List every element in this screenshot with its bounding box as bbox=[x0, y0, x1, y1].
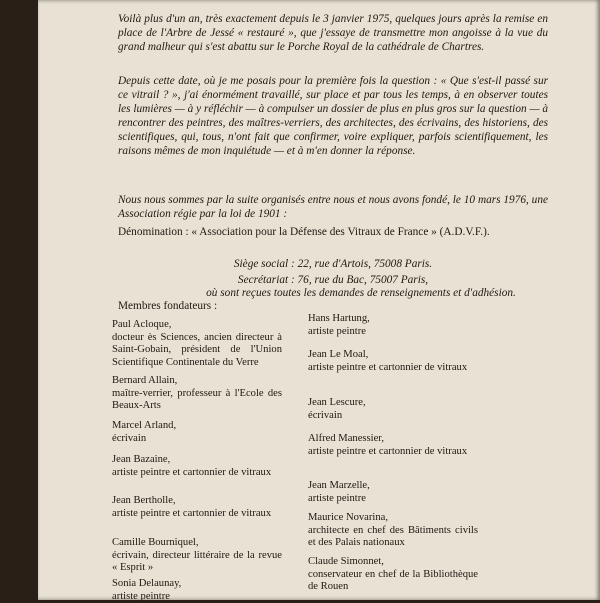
member-name: Bernard Allain, bbox=[112, 375, 178, 386]
member-entry bbox=[112, 578, 282, 603]
member-name: Claude Simonnet, bbox=[308, 556, 384, 567]
member-entry bbox=[308, 349, 478, 374]
member-name: Jean Le Moal, bbox=[308, 349, 369, 360]
denomination: Dénomination : « Association pour la Défense des Vitraux de France » (A.D.V.F.). bbox=[118, 226, 490, 238]
member-desc: artiste peintre bbox=[308, 492, 366, 504]
member-name: Hans Hartung, bbox=[308, 313, 370, 324]
secretariat: Secrétariat : 76, rue du Bac, 75007 Paris, bbox=[237, 274, 429, 286]
member-entry bbox=[112, 495, 282, 520]
member-name: Paul Acloque, bbox=[112, 319, 172, 330]
member-entry bbox=[112, 537, 282, 575]
member-entry bbox=[112, 375, 282, 413]
member-entry bbox=[308, 397, 478, 422]
member-entry bbox=[112, 420, 282, 445]
member-desc: écrivain, directeur littéraire de la revue « Esprit » bbox=[112, 549, 282, 574]
siege-social: Siège social : 22, rue d'Artois, 75008 Paris. bbox=[233, 258, 433, 270]
member-name: Jean Lescure, bbox=[308, 397, 366, 408]
member-name: Jean Marzelle, bbox=[308, 480, 370, 491]
member-name: Jean Bazaine, bbox=[112, 454, 171, 465]
member-entry bbox=[308, 433, 478, 458]
member-desc: écrivain bbox=[308, 409, 343, 421]
member-entry bbox=[308, 556, 478, 594]
secretariat-note: où sont reçues toutes les demandes de renseignements et d'adhésion. bbox=[206, 287, 516, 299]
member-desc: maître-verrier, professeur à l'Ecole des Beaux-Arts bbox=[112, 387, 282, 412]
second-paragraph: Depuis cette date, où je me posais pour la première fois la question : « Que s'est-il passé sur ce vitrail ? », j'ai énormément travaillé, sur place et par tous les temps, à en observer toutes les lumières — à y réfléchir — à compulser un dossier de plus en plus gros sur la question — à rencontrer des peintres, des maîtres-verriers, des architectes, des écrivains, des historiens, des scientifiques, qui, tous, n'ont fait que confirmer, voire expliquer, parfois scientifiquement, les raisons mêmes de mon inquiétude — et à m'en donner la réponse. bbox=[118, 75, 548, 157]
member-name: Marcel Arland, bbox=[112, 420, 177, 431]
member-name: Maurice Novarina, bbox=[308, 512, 389, 523]
member-desc: architecte en chef des Bâtiments civils et des Palais nationaux bbox=[308, 524, 478, 549]
member-desc: artiste peintre bbox=[112, 590, 170, 602]
member-desc: artiste peintre et cartonnier de vitraux bbox=[308, 445, 468, 457]
member-desc: artiste peintre bbox=[308, 325, 366, 337]
members-title: Membres fondateurs : bbox=[118, 300, 218, 312]
member-entry bbox=[112, 454, 282, 479]
intro-paragraph: Voilà plus d'un an, très exactement depuis le 3 janvier 1975, quelques jours après la remise en place de l'Arbre de Jessé « restauré », que j'essaye de transmettre mon angoisse à la vue du grand malheur qui s'est abattu sur le Porche Royal de la cathédrale de Chartres. bbox=[118, 13, 548, 53]
member-entry bbox=[308, 480, 478, 505]
member-desc: artiste peintre et cartonnier de vitraux bbox=[308, 361, 468, 373]
member-name: Sonia Delaunay, bbox=[112, 578, 182, 589]
member-entry bbox=[308, 313, 478, 338]
member-desc: docteur ès Sciences, ancien directeur à Saint-Gobain, président de l'Union Scientifique Continentale du Verre bbox=[112, 331, 282, 368]
member-entry bbox=[112, 319, 282, 369]
member-desc: écrivain bbox=[112, 432, 147, 444]
member-entry bbox=[308, 512, 478, 550]
member-desc: conservateur en chef de la Bibliothèque de Rouen bbox=[308, 568, 478, 593]
member-name: Alfred Manessier, bbox=[308, 433, 385, 444]
member-name: Jean Bertholle, bbox=[112, 495, 176, 506]
member-desc: artiste peintre et cartonnier de vitraux bbox=[112, 466, 272, 478]
third-paragraph: Nous nous sommes par la suite organisés entre nous et nous avons fondé, le 10 mars 1976, une Association régie par la loi de 1901 : bbox=[118, 194, 548, 220]
member-desc: artiste peintre et cartonnier de vitraux bbox=[112, 507, 272, 519]
paper-sheet bbox=[38, 0, 600, 600]
member-name: Camille Bourniquel, bbox=[112, 537, 199, 548]
